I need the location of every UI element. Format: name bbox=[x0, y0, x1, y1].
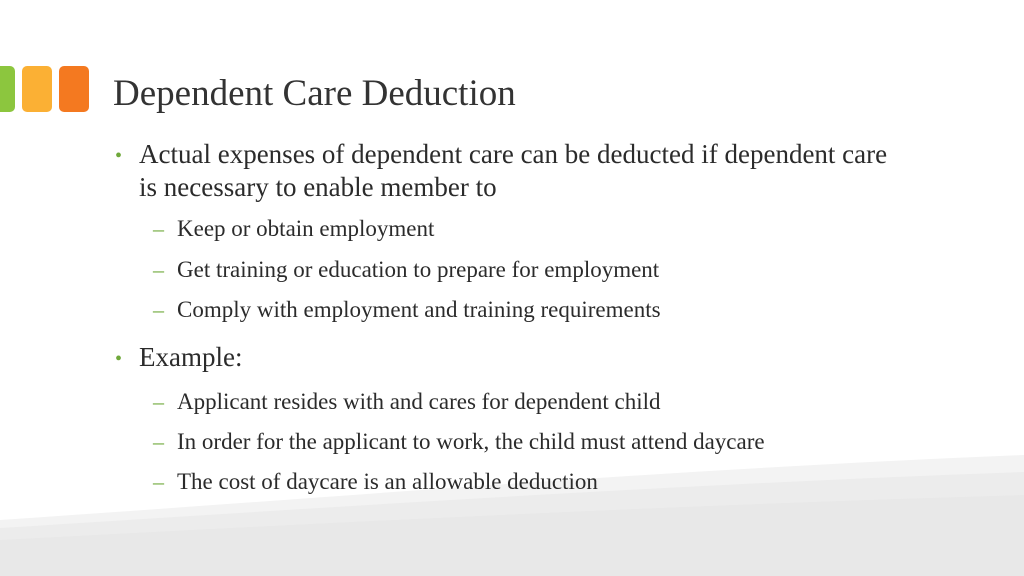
bullet-text: Actual expenses of dependent care can be deducted if dependent care is necessary to enable member to bbox=[139, 139, 888, 202]
sub-bullet-text: Comply with employment and training requirements bbox=[177, 297, 661, 322]
sub-bullet-marker: – bbox=[153, 257, 164, 282]
sub-bullet-text: The cost of daycare is an allowable deduction bbox=[177, 469, 598, 494]
sub-bullet-marker: – bbox=[153, 297, 164, 322]
sub-bullet-marker: – bbox=[153, 216, 164, 241]
sub-bullet-text: In order for the applicant to work, the child must attend daycare bbox=[177, 429, 765, 454]
sub-bullet-text: Get training or education to prepare for employment bbox=[177, 257, 660, 282]
slide-title: Dependent Care Deduction bbox=[113, 73, 516, 114]
sub-bullet-marker: – bbox=[153, 469, 164, 494]
bullet-text: Example: bbox=[139, 342, 243, 372]
sub-bullet-text: Keep or obtain employment bbox=[177, 216, 435, 241]
bullet-marker: • bbox=[115, 348, 123, 370]
sub-bullet-marker: – bbox=[153, 429, 164, 454]
sub-bullet-marker: – bbox=[153, 389, 164, 414]
sub-bullet-text: Applicant resides with and cares for dependent child bbox=[177, 389, 661, 414]
bullet-marker: • bbox=[115, 145, 123, 167]
